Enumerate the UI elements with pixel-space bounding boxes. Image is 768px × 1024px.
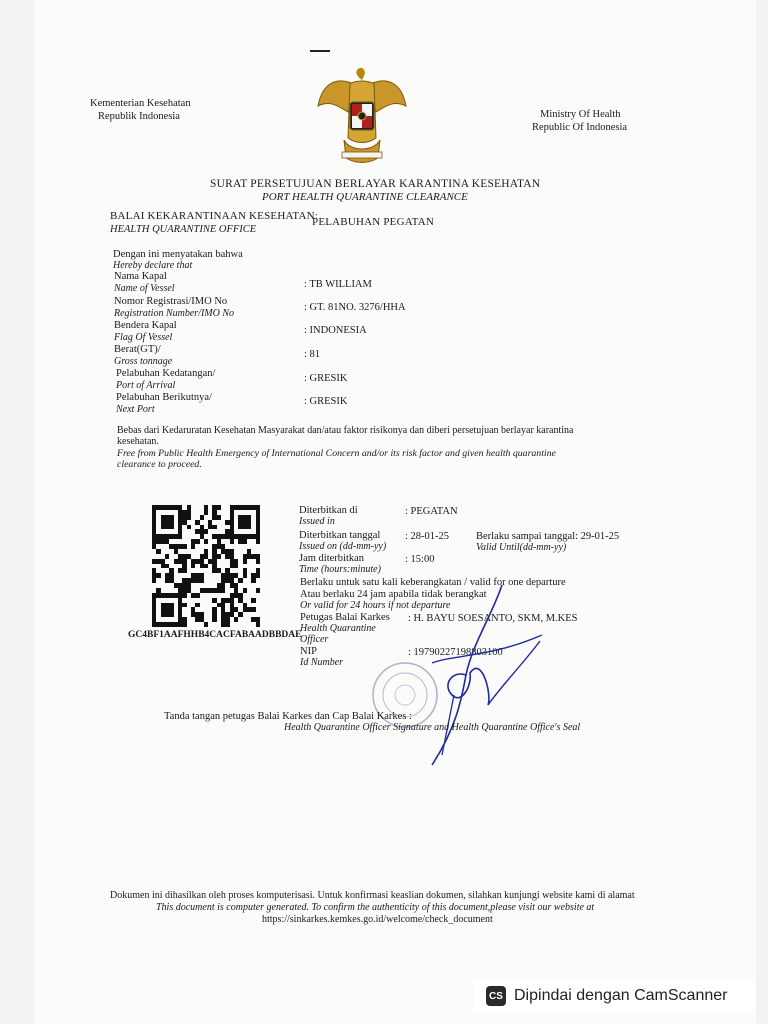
footer-line1: Dokumen ini dihasilkan oleh proses komputerisasi. Untuk konfirmasi keaslian dokumen, silahkan kunjungi website kami di alamat bbox=[110, 890, 635, 901]
field-vessel-label: Nama Kapal bbox=[114, 271, 167, 282]
field-registration-label-en: Registration Number/IMO No bbox=[114, 308, 234, 319]
field-flag-label: Bendera Kapal bbox=[114, 320, 177, 331]
field-tonnage-value: : 81 bbox=[304, 349, 321, 360]
field-registration-label: Nomor Registrasi/IMO No bbox=[114, 296, 228, 307]
field-next-port-value: : GRESIK bbox=[304, 396, 348, 407]
office-label: BALAI KEKARANTINAAN KESEHATAN: bbox=[110, 210, 318, 222]
officer-value: : H. BAYU SOESANTO, SKM, M.KES bbox=[408, 613, 578, 624]
field-vessel-label-en: Name of Vessel bbox=[114, 283, 175, 294]
field-registration-value: : GT. 81NO. 3276/HHA bbox=[304, 302, 406, 313]
document-title-en: PORT HEALTH QUARANTINE CLEARANCE bbox=[262, 191, 468, 203]
right-header-line2: Republic Of Indonesia bbox=[532, 122, 628, 133]
field-tonnage-label-en: Gross tonnage bbox=[114, 356, 173, 367]
nip-label: NIP bbox=[300, 646, 317, 657]
time-issued-value: : 15:00 bbox=[405, 554, 435, 565]
statement-id-line2: kesehatan. bbox=[117, 436, 159, 447]
issued-in-label-en: Issued in bbox=[299, 516, 335, 527]
camscanner-watermark bbox=[474, 980, 756, 1012]
valid-until-label: Berlaku sampai tanggal: 29-01-25 bbox=[476, 531, 620, 542]
issued-in-value: : PEGATAN bbox=[405, 506, 458, 517]
office-label-en: HEALTH QUARANTINE OFFICE bbox=[110, 224, 257, 235]
field-arrival-label: Pelabuhan Kedatangan/ bbox=[116, 368, 216, 379]
top-dash bbox=[310, 50, 330, 52]
camscanner-label: Dipindai dengan CamScanner bbox=[514, 987, 728, 1004]
footer-link[interactable]: https://sinkarkes.kemkes.go.id/welcome/check_document bbox=[262, 914, 493, 925]
left-header-line1: Kementerian Kesehatan bbox=[90, 98, 191, 109]
officer-label: Petugas Balai Karkes bbox=[300, 612, 390, 623]
office-value: PELABUHAN PEGATAN bbox=[312, 216, 434, 228]
issued-in-label: Diterbitkan di bbox=[299, 505, 358, 516]
field-arrival-label-en: Port of Arrival bbox=[116, 380, 176, 391]
issued-on-label: Diterbitkan tanggal bbox=[299, 530, 381, 541]
qr-code-text: GC4BF1AAFHHB4CACFABAADBBDAE bbox=[128, 630, 302, 640]
qr-code bbox=[152, 505, 260, 627]
field-vessel-value: : TB WILLIAM bbox=[304, 279, 372, 290]
time-issued-label: Jam diterbitkan bbox=[299, 553, 365, 564]
camscanner-logo-icon: CS bbox=[486, 986, 506, 1006]
issued-on-value: : 28-01-25 bbox=[405, 531, 450, 542]
officer-label-en2: Officer bbox=[300, 634, 329, 645]
document-title: SURAT PERSETUJUAN BERLAYAR KARANTINA KESEHATAN bbox=[210, 178, 541, 190]
statement-en-line1: Free from Public Health Emergency of International Concern and/or its risk factor and given health quarantine bbox=[117, 448, 556, 459]
field-next-port-label: Pelabuhan Berikutnya/ bbox=[116, 392, 212, 403]
nip-value: : 19790227198803100 bbox=[408, 647, 503, 658]
field-tonnage-label: Berat(GT)/ bbox=[114, 344, 161, 355]
garuda-emblem-icon bbox=[316, 66, 408, 166]
officer-signature-icon bbox=[392, 575, 552, 775]
statement-en-line2: clearance to proceed. bbox=[117, 459, 202, 470]
field-flag-label-en: Flag Of Vessel bbox=[114, 332, 173, 343]
one-departure-text: Berlaku untuk satu kali keberangkatan / valid for one departure bbox=[300, 577, 566, 588]
signature-caption: Tanda tangan petugas Balai Karkes dan Cap Balai Karkes : bbox=[164, 711, 412, 722]
issued-on-label-en: Issued on (dd-mm-yy) bbox=[299, 541, 387, 552]
time-issued-label-en: Time (hours:minute) bbox=[299, 564, 381, 575]
valid-until-label-en: Valid Until(dd-mm-yy) bbox=[476, 542, 567, 553]
field-next-port-label-en: Next Port bbox=[116, 404, 155, 415]
valid-24h-text: Atau berlaku 24 jam apabila tidak berangkat bbox=[300, 589, 487, 600]
left-header-line2: Republik Indonesia bbox=[98, 111, 180, 122]
footer-line2: This document is computer generated. To confirm the authenticity of this document,please visit our website at bbox=[156, 902, 595, 913]
valid-24h-text-en: Or valid for 24 hours if not departure bbox=[300, 600, 451, 611]
statement-id-line1: Bebas dari Kedaruratan Kesehatan Masyarakat dan/atau faktor risikonya dan diberi persetujuan berlayar karantina bbox=[117, 425, 574, 436]
nip-label-en: Id Number bbox=[300, 657, 344, 668]
officer-label-en1: Health Quarantine bbox=[300, 623, 376, 634]
field-arrival-value: : GRESIK bbox=[304, 373, 348, 384]
field-flag-value: : INDONESIA bbox=[304, 325, 367, 336]
right-header-line1: Ministry Of Health bbox=[540, 109, 621, 120]
signature-caption-en: Health Quarantine Officer Signature and Health Quarantine Office's Seal bbox=[284, 722, 581, 733]
declare-en: Hereby declare that bbox=[113, 260, 193, 271]
declare-id: Dengan ini menyatakan bahwa bbox=[113, 249, 243, 260]
